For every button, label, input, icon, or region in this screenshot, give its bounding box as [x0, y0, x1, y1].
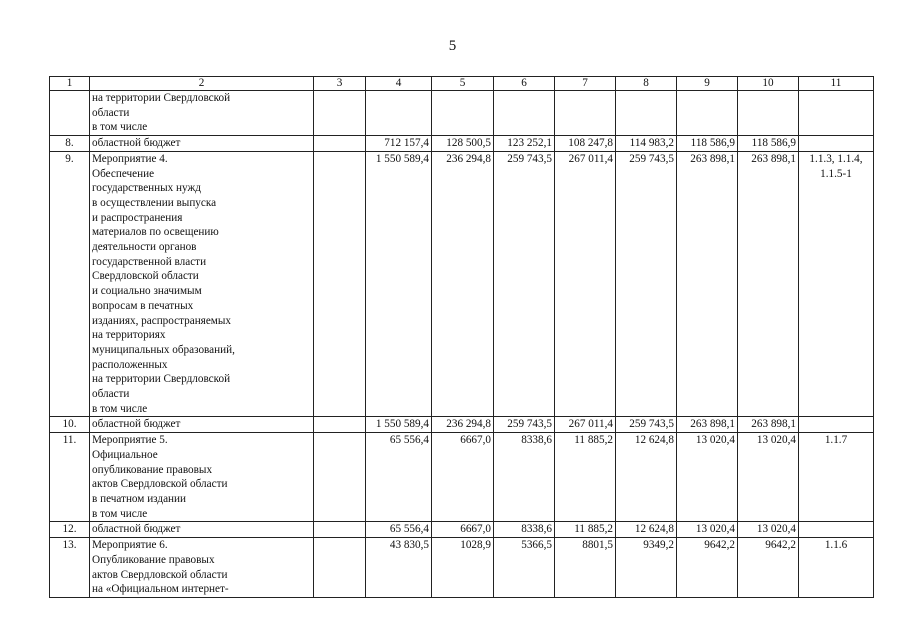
row-value: 267 011,4 — [555, 151, 616, 417]
row-value: 118 586,9 — [677, 136, 738, 152]
row-col3 — [314, 522, 366, 538]
row-value: 9642,2 — [677, 538, 738, 598]
row-value: 6667,0 — [432, 433, 494, 522]
row-value: 13 020,4 — [677, 522, 738, 538]
row-value — [366, 91, 432, 136]
column-header: 2 — [90, 77, 314, 91]
row-target — [799, 522, 874, 538]
table-row — [50, 417, 874, 433]
row-value: 11 885,2 — [555, 433, 616, 522]
row-value — [494, 91, 555, 136]
row-value: 259 743,5 — [494, 417, 555, 433]
table-row — [50, 538, 874, 598]
table-row — [50, 522, 874, 538]
row-target — [799, 417, 874, 433]
row-target: 1.1.7 — [799, 433, 874, 522]
row-number: 13. — [50, 538, 90, 598]
row-value: 1 550 589,4 — [366, 151, 432, 417]
column-header: 8 — [616, 77, 677, 91]
row-value: 8338,6 — [494, 522, 555, 538]
row-value: 13 020,4 — [738, 433, 799, 522]
row-col3 — [314, 433, 366, 522]
row-value: 263 898,1 — [738, 417, 799, 433]
row-value: 712 157,4 — [366, 136, 432, 152]
row-name: областной бюджет — [90, 417, 314, 433]
row-number — [50, 91, 90, 136]
row-col3 — [314, 538, 366, 598]
row-number: 10. — [50, 417, 90, 433]
row-value: 8338,6 — [494, 433, 555, 522]
row-number: 8. — [50, 136, 90, 152]
row-col3 — [314, 151, 366, 417]
budget-table — [49, 76, 874, 598]
row-value: 8801,5 — [555, 538, 616, 598]
row-value: 13 020,4 — [677, 433, 738, 522]
column-header: 7 — [555, 77, 616, 91]
row-value — [555, 91, 616, 136]
table-row — [50, 151, 874, 417]
row-name: областной бюджет — [90, 136, 314, 152]
row-value: 11 885,2 — [555, 522, 616, 538]
column-header: 6 — [494, 77, 555, 91]
row-value: 236 294,8 — [432, 151, 494, 417]
row-value: 263 898,1 — [738, 151, 799, 417]
row-value: 12 624,8 — [616, 433, 677, 522]
row-number: 9. — [50, 151, 90, 417]
row-value — [738, 91, 799, 136]
column-header: 3 — [314, 77, 366, 91]
row-name: Мероприятие 5. Официальное опубликование правовых актов Свердловской области в печатном издании в том числе — [90, 433, 314, 522]
row-value: 236 294,8 — [432, 417, 494, 433]
page-number: 5 — [448, 38, 457, 54]
row-value: 259 743,5 — [616, 151, 677, 417]
row-value: 9642,2 — [738, 538, 799, 598]
column-header: 10 — [738, 77, 799, 91]
row-value: 43 830,5 — [366, 538, 432, 598]
row-target — [799, 91, 874, 136]
row-value: 123 252,1 — [494, 136, 555, 152]
table-row — [50, 433, 874, 522]
row-name: на территории Свердловской области в том числе — [90, 91, 314, 136]
row-name: областной бюджет — [90, 522, 314, 538]
row-name: Мероприятие 4. Обеспечение государственных нужд в осуществлении выпуска и распространения материалов по освещению деятельности органов государственной власти Свердловской области и социально значимым вопросам в печатных изданиях, распространяемых на территориях муниципальных образований, расположенных на территории Свердловской области в том числе — [90, 151, 314, 417]
column-header: 5 — [432, 77, 494, 91]
column-header: 4 — [366, 77, 432, 91]
row-value: 267 011,4 — [555, 417, 616, 433]
row-value: 259 743,5 — [616, 417, 677, 433]
table-row — [50, 91, 874, 136]
row-number: 11. — [50, 433, 90, 522]
row-value: 263 898,1 — [677, 417, 738, 433]
row-target: 1.1.6 — [799, 538, 874, 598]
row-value: 65 556,4 — [366, 433, 432, 522]
row-value: 65 556,4 — [366, 522, 432, 538]
row-target — [799, 136, 874, 152]
row-value — [432, 91, 494, 136]
column-header: 11 — [799, 77, 874, 91]
row-col3 — [314, 91, 366, 136]
table-row — [50, 136, 874, 152]
column-header: 1 — [50, 77, 90, 91]
row-value: 1028,9 — [432, 538, 494, 598]
row-value: 12 624,8 — [616, 522, 677, 538]
row-value: 108 247,8 — [555, 136, 616, 152]
table-header-row — [50, 77, 874, 91]
row-value: 6667,0 — [432, 522, 494, 538]
row-value — [677, 91, 738, 136]
row-col3 — [314, 136, 366, 152]
row-value: 263 898,1 — [677, 151, 738, 417]
row-value: 114 983,2 — [616, 136, 677, 152]
row-col3 — [314, 417, 366, 433]
row-value: 118 586,9 — [738, 136, 799, 152]
row-value: 13 020,4 — [738, 522, 799, 538]
row-number: 12. — [50, 522, 90, 538]
row-value: 5366,5 — [494, 538, 555, 598]
row-value: 259 743,5 — [494, 151, 555, 417]
row-value: 9349,2 — [616, 538, 677, 598]
row-value: 128 500,5 — [432, 136, 494, 152]
row-value — [616, 91, 677, 136]
row-name: Мероприятие 6. Опубликование правовых актов Свердловской области на «Официальном интернет- — [90, 538, 314, 598]
row-value: 1 550 589,4 — [366, 417, 432, 433]
column-header: 9 — [677, 77, 738, 91]
row-target: 1.1.3, 1.1.4, 1.1.5-1 — [799, 151, 874, 417]
